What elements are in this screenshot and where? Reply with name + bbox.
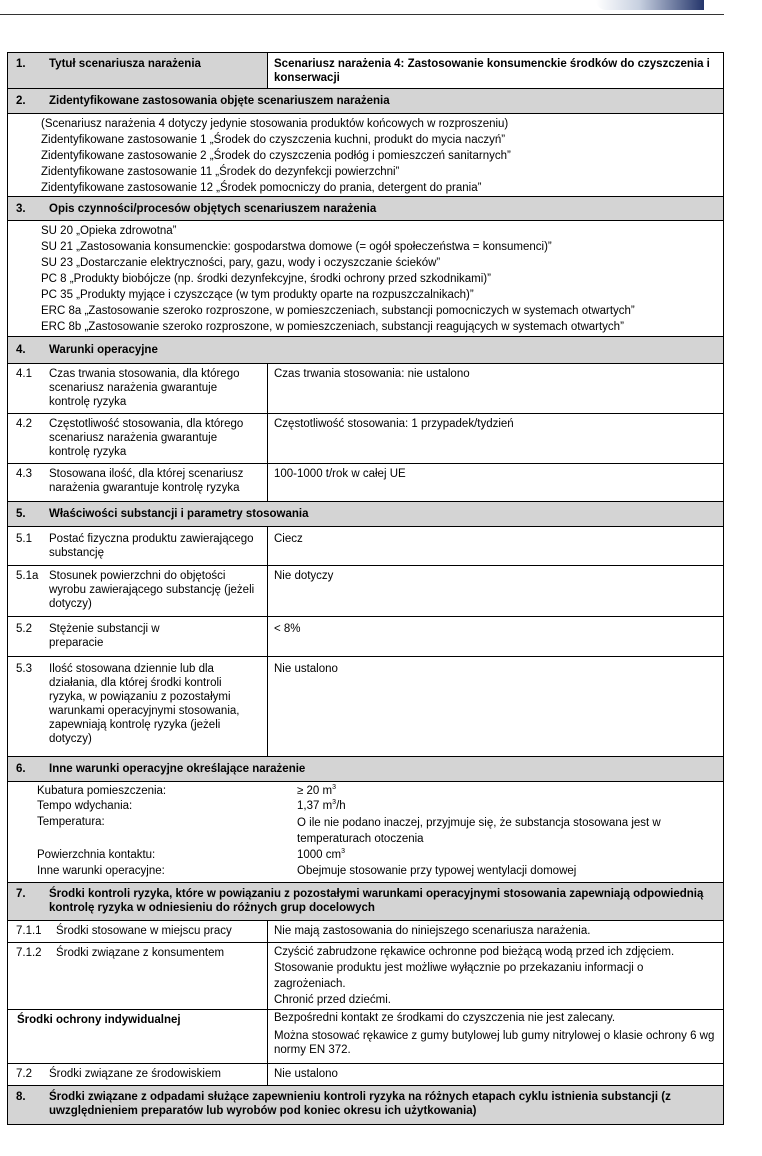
ppe-values	[268, 1010, 723, 1063]
other-conditions-label: Inne warunki operacyjne:	[37, 864, 165, 877]
process-categories-list	[8, 221, 635, 336]
row-5-3-number: 5.3	[16, 663, 32, 675]
row-5-1-value: Ciecz	[274, 533, 303, 545]
identified-uses-list	[8, 114, 511, 196]
row-5-1a	[8, 566, 723, 617]
row-ppe	[8, 1010, 723, 1064]
row-7-1-1-value: Nie mają zastosowania do niniejszego scenariusza narażenia.	[274, 925, 591, 937]
row-4-3	[8, 464, 723, 502]
row-5-1a-label: Stosunek powierzchni do objętości wyrobu zawierającego substancję (jeżeli dotyczy)	[49, 570, 255, 610]
section-6-header	[8, 757, 723, 782]
exposure-scenario-table	[7, 52, 724, 1125]
list-item: PC 8 „Produkty biobójcze (np. środki dezynfekcyjne, środki ochrony przed szkodnikami)”	[41, 273, 491, 285]
row-7-1-1-number: 7.1.1	[16, 925, 42, 937]
section-8-title: Środki związane z odpadami służące zapewnieniu kontroli ryzyka na różnych etapach cyklu istnienia substancji (z uwzględnieniem preparatów lub wyrobów pod koniec okresu ich użytkowania)	[49, 1091, 671, 1117]
list-item: Czyścić zabrudzone rękawice ochronne pod bieżącą wodą przed ich zdjęciem.	[274, 946, 675, 958]
section-5-title: Właściwości substancji i parametry stosowania	[49, 508, 309, 520]
list-item: Można stosować rękawice z gumy butylowej lub gumy nitrylowej o klasie ochrony 6 wg normy EN 372.	[274, 1030, 715, 1056]
room-volume-label: Kubatura pomieszczenia:	[37, 785, 167, 797]
section-2-number: 2.	[16, 95, 26, 107]
row-5-2-label: Stężenie substancji w preparacie	[49, 623, 160, 649]
list-item: Zidentyfikowane zastosowanie 1 „Środek do czyszczenia kuchni, produkt do mycia naczyń”	[41, 134, 506, 146]
section-6-body	[8, 782, 723, 883]
temperature-value: O ile nie podano inaczej, przyjmuje się, że substancja stosowana jest w temperaturach otoczenia	[297, 816, 661, 845]
list-item: Zidentyfikowane zastosowanie 2 „Środek do czyszczenia podłóg i pomieszczeń sanitarnych”	[41, 150, 511, 162]
row-5-3	[8, 657, 723, 757]
section-7-number: 7.	[16, 888, 26, 900]
section-1-label-cell	[8, 53, 268, 88]
operating-conditions-grid	[8, 782, 723, 882]
other-conditions-value: Obejmuje stosowanie przy typowej wentylacji domowej	[297, 864, 577, 877]
section-4-header	[8, 337, 723, 364]
section-2-body	[8, 114, 723, 197]
row-4-2	[8, 414, 723, 464]
section-3-body	[8, 221, 723, 337]
list-item: Zidentyfikowane zastosowanie 11 „Środek do dezynfekcji powierzchni”	[41, 166, 400, 178]
contact-area-value: 1000 $cm^3$	[297, 848, 346, 862]
row-7-1-2-values	[268, 943, 723, 1009]
section-1-row	[8, 53, 723, 89]
list-item: SU 23 „Dostarczanie elektryczności, pary, gazu, wody i oczyszczanie ścieków”	[41, 257, 441, 269]
inhalation-rate-value: 1,37 $m^3/h$	[297, 799, 346, 813]
list-item: ERC 8a „Zastosowanie szeroko rozproszone, w pomieszczeniach, substancji pomocniczych w systemach otwartych”	[41, 305, 635, 317]
section-3-header	[8, 197, 723, 221]
section-6-number: 6.	[16, 763, 26, 775]
row-5-2	[8, 617, 723, 657]
room-volume-value: ≥ 20 $m^3$	[297, 784, 336, 797]
row-7-2-number: 7.2	[16, 1068, 32, 1080]
temperature-label: Temperatura:	[37, 815, 105, 828]
section-1-number: 1.	[16, 58, 26, 70]
list-item: Chronić przed dziećmi.	[274, 994, 391, 1006]
list-item: ERC 8b „Zastosowanie szeroko rozproszone, w pomieszczeniach, substancji reagujących w systemach otwartych”	[41, 321, 624, 333]
row-4-1-label: Czas trwania stosowania, dla którego scenariusz narażenia gwarantuje kontrolę ryzyka	[49, 368, 240, 408]
row-7-1-2-label: Środki związane z konsumentem	[56, 947, 225, 959]
row-5-1	[8, 527, 723, 566]
row-5-2-number: 5.2	[16, 623, 32, 635]
contact-area-label: Powierzchnia kontaktu:	[37, 849, 156, 862]
section-5-header	[8, 502, 723, 527]
row-4-3-value: 100-1000 t/rok w całej UE	[274, 468, 406, 480]
section-2-header	[8, 89, 723, 114]
row-5-1-number: 5.1	[16, 533, 32, 545]
row-7-1-1-label: Środki stosowane w miejscu pracy	[56, 925, 232, 937]
row-4-1-value: Czas trwania stosowania: nie ustalono	[274, 368, 470, 380]
row-7-1-1	[8, 921, 723, 943]
section-1-value: Scenariusz narażenia 4: Zastosowanie konsumenckie środków do czyszczenia i konserwacji	[274, 58, 710, 84]
section-4-title: Warunki operacyjne	[49, 344, 158, 356]
ppe-label: Środki ochrony indywidualnej	[8, 1010, 268, 1063]
row-5-1a-value: Nie dotyczy	[274, 570, 334, 582]
row-4-3-label: Stosowana ilość, dla której scenariusz narażenia gwarantuje kontrolę ryzyka	[49, 468, 244, 494]
list-item: (Scenariusz narażenia 4 dotyczy jedynie stosowania produktów końcowych w rozproszeniu)	[41, 118, 509, 130]
section-3-title: Opis czynności/procesów objętych scenariuszem narażenia	[49, 203, 377, 215]
inhalation-rate-label: Tempo wdychania:	[37, 800, 133, 813]
section-5-number: 5.	[16, 508, 26, 520]
row-5-1-label: Postać fizyczna produktu zawierającego substancję	[49, 533, 254, 559]
row-7-2-value: Nie ustalono	[274, 1068, 338, 1080]
list-item: SU 21 „Zastosowania konsumenckie: gospodarstwa domowe (= ogół społeczeństwa = konsumenci)”	[41, 241, 552, 253]
section-3-number: 3.	[16, 203, 26, 215]
row-7-2-label: Środki związane ze środowiskiem	[49, 1068, 221, 1080]
row-4-1	[8, 364, 723, 414]
section-7-title: Środki kontroli ryzyka, które w powiązaniu z pozostałymi warunkami operacyjnymi stosowania zapewniają odpowiednią kontrolę ryzyka w odniesieniu do różnych grup docelowych	[49, 888, 704, 914]
row-7-2	[8, 1064, 723, 1086]
section-8-number: 8.	[16, 1091, 26, 1103]
section-8-header	[8, 1086, 723, 1124]
header-rule	[0, 14, 724, 15]
row-5-3-label: Ilość stosowana dziennie lub dla działania, dla której środki kontroli ryzyka, w powiązaniu z pozostałymi warunkami operacyjnymi stosowania, zapewniają kontrolę ryzyka (jeżeli dotyczy)	[49, 663, 240, 745]
row-7-1-2-number: 7.1.2	[16, 947, 42, 959]
row-4-2-number: 4.2	[16, 418, 32, 430]
row-4-1-number: 4.1	[16, 368, 32, 380]
list-item: SU 20 „Opieka zdrowotna”	[41, 225, 177, 237]
section-7-header	[8, 883, 723, 921]
row-5-2-value: < 8%	[274, 623, 301, 635]
logo-swoosh	[596, 0, 704, 10]
section-4-number: 4.	[16, 344, 26, 356]
row-4-3-number: 4.3	[16, 468, 32, 480]
list-item: PC 35 „Produkty myjące i czyszczące (w tym produkty oparte na rozpuszczalnikach)”	[41, 289, 474, 301]
row-4-2-value: Częstotliwość stosowania: 1 przypadek/tydzień	[274, 418, 514, 430]
section-1-label: Tytuł scenariusza narażenia	[49, 58, 201, 70]
section-6-title: Inne warunki operacyjne określające narażenie	[49, 763, 306, 775]
list-item: Stosowanie produktu jest możliwe wyłącznie po przekazaniu informacji o zagrożeniach.	[274, 962, 644, 990]
list-item: Bezpośredni kontakt ze środkami do czyszczenia nie jest zalecany.	[274, 1012, 616, 1024]
row-4-2-label: Częstotliwość stosowania, dla którego scenariusz narażenia gwarantuje kontrolę ryzyka	[49, 418, 244, 458]
row-5-3-value: Nie ustalono	[274, 663, 338, 675]
row-5-1a-number: 5.1a	[16, 570, 39, 582]
list-item: Zidentyfikowane zastosowanie 12 „Środek pomocniczy do prania, detergent do prania”	[41, 182, 482, 194]
section-2-title: Zidentyfikowane zastosowania objęte scenariuszem narażenia	[49, 95, 390, 107]
row-7-1-2	[8, 943, 723, 1010]
